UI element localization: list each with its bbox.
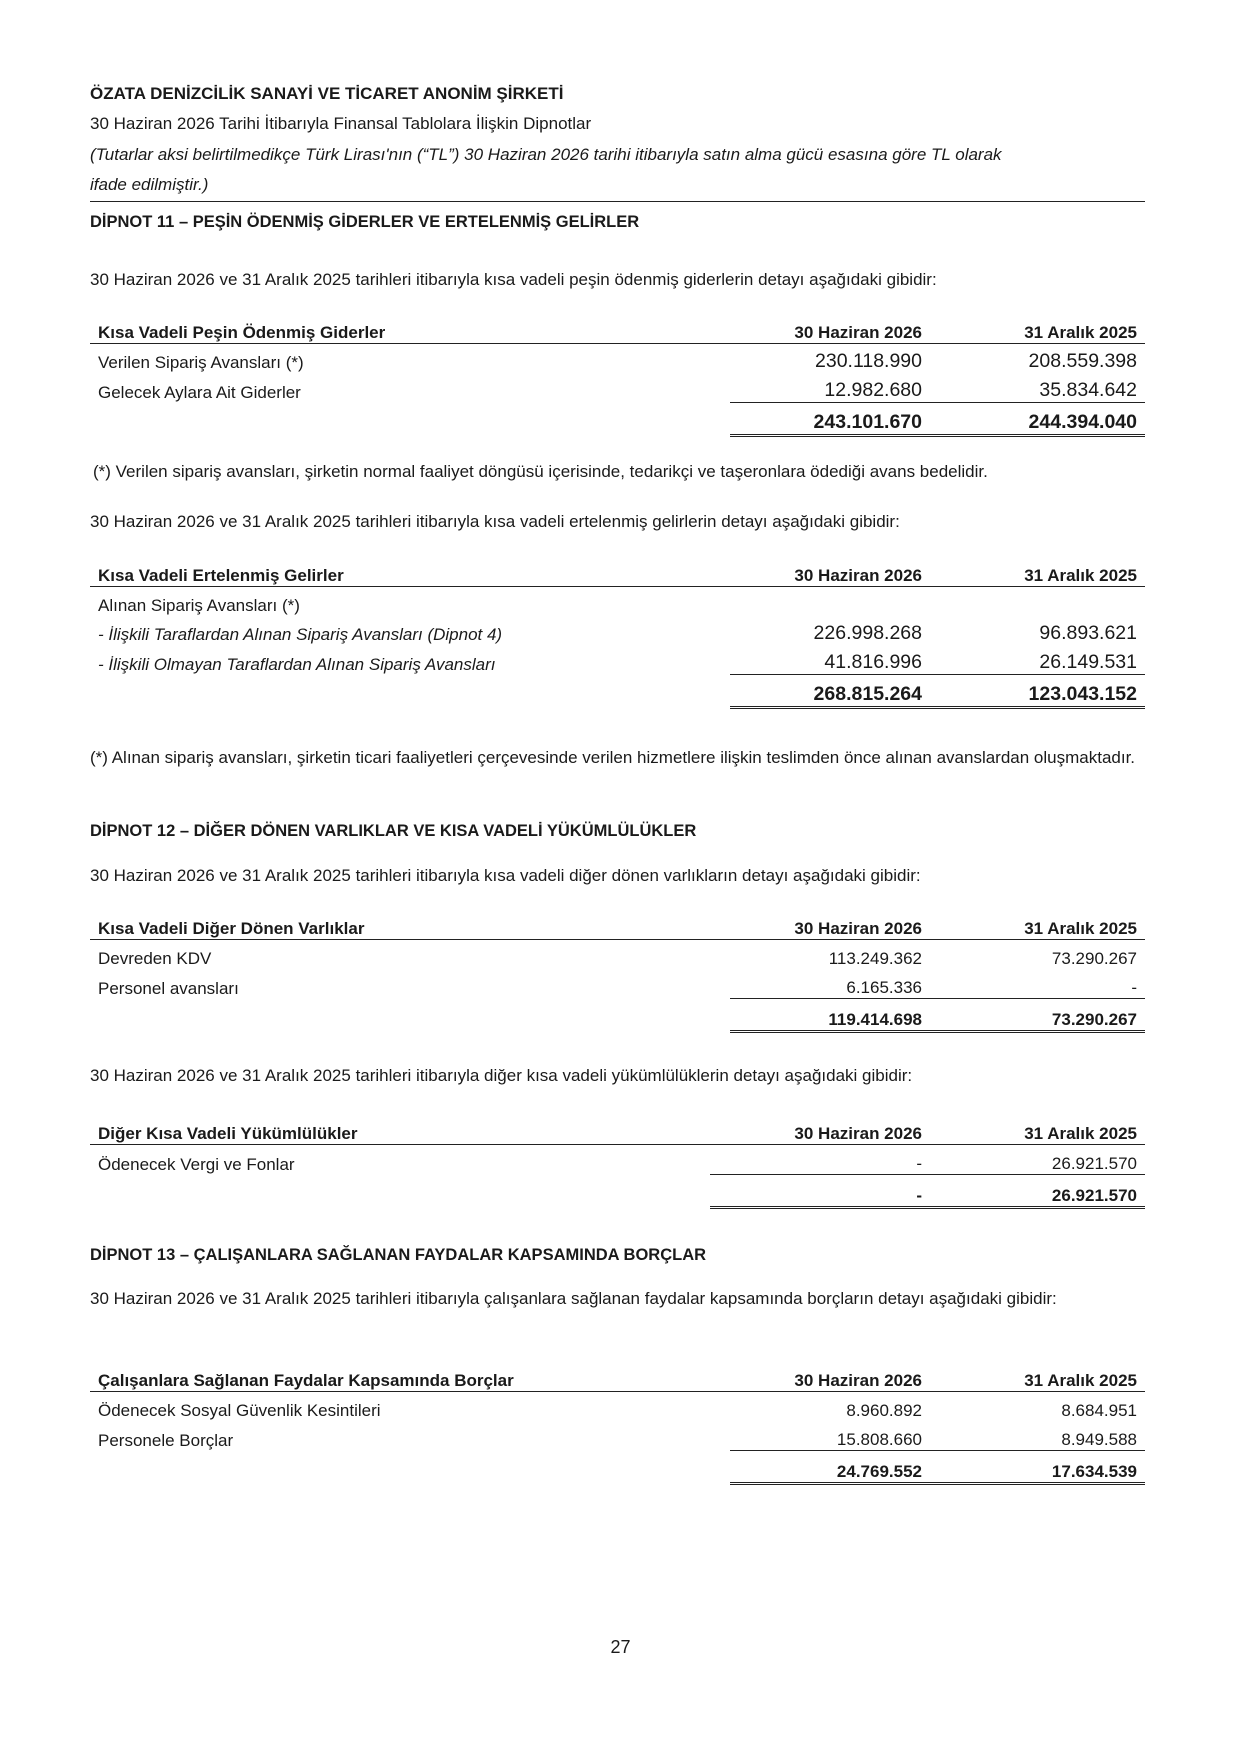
column-header: Diğer Kısa Vadeli Yükümlülükler [90,1110,710,1145]
column-header: Kısa Vadeli Ertelenmiş Gelirler [90,552,730,587]
document-subtitle: 30 Haziran 2026 Tarihi İtibarıyla Finansal Tablolara İlişkin Dipnotlar [90,114,592,133]
row-value: 8.960.892 [846,1401,922,1420]
row-value: 96.893.621 [1039,622,1137,644]
table-header [90,905,1145,940]
note12-title: DİPNOT 12 – DİĞER DÖNEN VARLIKLAR VE KISA VADELİ YÜKÜMLÜLÜKLER [90,822,697,840]
row-label: Gelecek Aylara Ait Giderler [98,382,301,402]
column-header: 30 Haziran 2026 [730,309,930,344]
row-label: Ödenecek Vergi ve Fonlar [98,1154,295,1174]
table-row [90,1392,1145,1422]
column-header: 30 Haziran 2026 [710,1110,930,1145]
table-header [90,552,1145,587]
row-value: 8.949.588 [1061,1430,1137,1449]
row-label: - İlişkili Taraflardan Alınan Sipariş Avansları (Dipnot 4) [98,625,503,644]
header-divider [90,201,1145,202]
row-value: 26.149.531 [1039,651,1137,673]
row-label: Devreden KDV [98,949,212,968]
total-value: 243.101.670 [730,403,930,436]
other-short-term-liabilities-table [90,1110,1145,1209]
deferred-income-table [90,552,1145,709]
table-row [90,1421,1145,1451]
table-row [90,344,1145,374]
table-row [90,969,1145,999]
total-value: 26.921.570 [930,1175,1145,1208]
note11-footnote1: (*) Verilen sipariş avansları, şirketin normal faaliyet döngüsü içerisinde, tedarikçi ve taşeronlara ödediği avans bedelidir. [93,462,988,481]
total-value: 268.815.264 [730,675,930,708]
table-header [90,1110,1145,1145]
column-header: 31 Aralık 2025 [930,552,1145,587]
table-row [90,1145,1145,1175]
total-label [90,1451,730,1484]
total-label [90,1175,710,1208]
table-row [90,940,1145,970]
column-header: 30 Haziran 2026 [730,552,930,587]
column-header: Kısa Vadeli Diğer Dönen Varlıklar [90,905,730,940]
note11-intro1: 30 Haziran 2026 ve 31 Aralık 2025 tarihleri itibarıyla kısa vadeli peşin ödenmiş giderlerin detayı aşağıdaki gibidir: [90,270,937,289]
row-value: 35.834.642 [1039,379,1137,401]
currency-note-line2: ifade edilmiştir.) [90,175,209,194]
row-label: Verilen Sipariş Avansları (*) [98,353,304,372]
note11-intro2: 30 Haziran 2026 ve 31 Aralık 2025 tarihleri itibarıyla kısa vadeli ertelenmiş gelirlerin detayı aşağıdaki gibidir: [90,512,900,531]
table-total-row [90,403,1145,436]
row-value: - [1131,978,1137,997]
total-value: 119.414.698 [730,999,930,1032]
column-header: Kısa Vadeli Peşin Ödenmiş Giderler [90,309,730,344]
total-label [90,999,730,1032]
row-value: - [916,1154,922,1173]
column-header: 30 Haziran 2026 [730,1357,930,1392]
row-value: 73.290.267 [1051,949,1137,968]
column-header: 31 Aralık 2025 [930,1110,1145,1145]
column-header: 31 Aralık 2025 [930,905,1145,940]
table-total-row [90,675,1145,708]
row-value: 226.998.268 [813,622,922,644]
table-row [90,373,1145,403]
column-header: 30 Haziran 2026 [730,905,930,940]
note12-intro2: 30 Haziran 2026 ve 31 Aralık 2025 tarihleri itibarıyla diğer kısa vadeli yükümlülüklerin detayı aşağıdaki gibidir: [90,1066,913,1085]
table-header [90,309,1145,344]
row-value: 230.118.990 [815,350,922,372]
total-value: 244.394.040 [930,403,1145,436]
group-label: Alınan Sipariş Avansları (*) [98,596,300,615]
currency-note-line1: (Tutarlar aksi belirtilmedikçe Türk Lirası'nın (“TL”) 30 Haziran 2026 tarihi itibarıyla satın alma gücü esasına göre TL olarak [90,145,1002,164]
other-current-assets-table [90,905,1145,1033]
table-group-row [90,587,1145,617]
row-label: Ödenecek Sosyal Güvenlik Kesintileri [98,1401,381,1420]
company-name: ÖZATA DENİZCİLİK SANAYİ VE TİCARET ANONİM ŞİRKETİ [90,84,564,103]
column-header: 31 Aralık 2025 [930,309,1145,344]
row-label: Personele Borçlar [98,1430,234,1450]
note12-intro1: 30 Haziran 2026 ve 31 Aralık 2025 tarihleri itibarıyla kısa vadeli diğer dönen varlıkların detayı aşağıdaki gibidir: [90,866,921,885]
row-label: - İlişkili Olmayan Taraflardan Alınan Sipariş Avansları [98,654,496,674]
table-total-row [90,1451,1145,1484]
table-header [90,1357,1145,1392]
row-value: 8.684.951 [1061,1401,1137,1420]
total-label [90,675,730,708]
row-label: Personel avansları [98,978,239,998]
row-value: 6.165.336 [846,978,922,997]
total-label [90,403,730,436]
row-value: 113.249.362 [828,949,922,968]
table-row [90,616,1145,645]
table-total-row [90,999,1145,1032]
total-value: 24.769.552 [730,1451,930,1484]
column-header: Çalışanlara Sağlanan Faydalar Kapsamında Borçlar [90,1357,730,1392]
note11-title: DİPNOT 11 – PEŞİN ÖDENMİŞ GİDERLER VE ERTELENMİŞ GELİRLER [90,213,640,231]
table-row [90,645,1145,675]
note13-intro: 30 Haziran 2026 ve 31 Aralık 2025 tarihleri itibarıyla çalışanlara sağlanan faydalar kapsamında borçların detayı aşağıdaki gibidir: [90,1289,1057,1308]
table-total-row [90,1175,1145,1208]
row-value: 41.816.996 [824,651,922,673]
total-value: 123.043.152 [930,675,1145,708]
employee-benefit-payables-table [90,1357,1145,1485]
note11-footnote2: (*) Alınan sipariş avansları, şirketin ticari faaliyetleri çerçevesinde verilen hizmetlere ilişkin teslimden önce alınan avanslardan oluşmaktadır. [90,748,1136,767]
row-value: 15.808.660 [836,1430,922,1449]
prepaid-expenses-table [90,309,1145,437]
row-value: 208.559.398 [1028,350,1137,372]
row-value: 26.921.570 [1051,1154,1137,1173]
column-header: 31 Aralık 2025 [930,1357,1145,1392]
total-value: - [710,1175,930,1208]
total-value: 17.634.539 [930,1451,1145,1484]
row-value: 12.982.680 [824,379,922,401]
total-value: 73.290.267 [930,999,1145,1032]
page-number: 27 [610,1637,631,1657]
note13-title: DİPNOT 13 – ÇALIŞANLARA SAĞLANAN FAYDALAR KAPSAMINDA BORÇLAR [90,1246,707,1264]
